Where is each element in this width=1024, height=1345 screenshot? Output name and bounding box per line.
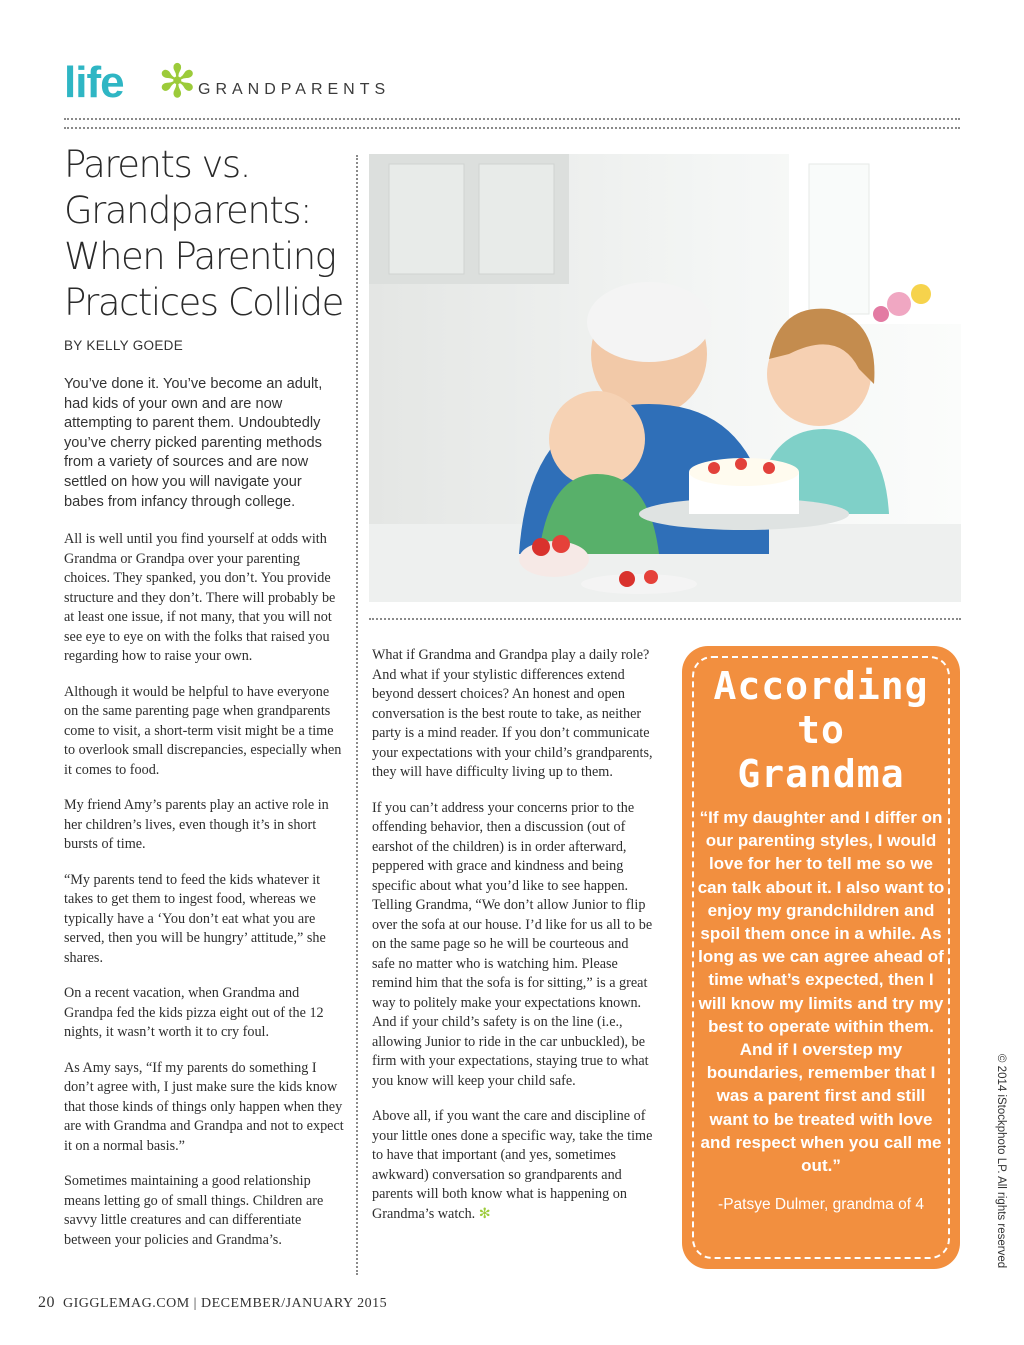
footer-text: GIGGLEMAG.COM | DECEMBER/JANUARY 2015	[63, 1296, 388, 1311]
sidebar-quote: “If my daughter and I differ on our parenting styles, I would love for her to tell me so we can talk about it. I also want to enjoy my grandchildren and spoil them once in a while. As long as we can agree ahead of time what’s expected, then I will know my limits and try my best to operate within them. And if I overstep my boundaries, remember that I was a parent first and still want to be treated with love and respect when you call me out.”	[697, 808, 945, 1176]
sidebar-title-line: to	[797, 708, 845, 752]
body-paragraph: “My parents tend to feed the kids whatever it takes to get them to ingest food, whereas we typically have a ‘You don’t eat what you are served, then you will be hungry’ attitude,” she shares.	[64, 871, 326, 966]
photo-credit	[993, 1054, 1007, 1269]
end-mark-icon: ✻	[478, 1205, 491, 1222]
page-footer	[38, 1294, 387, 1312]
page-number: 20	[38, 1294, 55, 1311]
grandma-quote-sidebar	[682, 646, 960, 1269]
middle-column-body	[372, 646, 654, 1240]
body-paragraph: As Amy says, “If my parents do something I don’t agree with, I just make sure the kids know that those kinds of things only happen when they are with Grandma and Grandpa and not to expect it on a normal basis.”	[64, 1059, 344, 1154]
left-column-body	[64, 530, 344, 1266]
section-header	[64, 56, 964, 112]
body-paragraph: My friend Amy’s parents play an active role in her children’s lives, even though it’s in short bursts of time.	[64, 797, 329, 852]
title-line: Parents vs.	[64, 143, 250, 186]
header-divider	[64, 118, 960, 120]
last-paragraph-text: Above all, if you want the care and discipline of your little ones done a specific way, take the time to have that important (and yes, sometimes awkward) conversation so grandparents and parents will both know what is happening on Grandma’s watch.	[372, 1108, 653, 1222]
body-paragraph: All is well until you find yourself at odds with Grandma or Grandpa over your parenting choices. They spanked, you don’t. You provide structure and they don’t. There will probably be at least one issue, if not many, that you will not see eye to eye on with the folks that raised you regarding how to raise your own.	[64, 531, 336, 664]
article-title	[64, 142, 354, 326]
body-paragraph: If you can’t address your concerns prior to the offending behavior, then a discussion (out of earshot of the children) is in order afterward, peppered with grace and kindness and being specific about what you’d like to see happen. Telling Grandma, “We don’t allow Junior to flip over the sofa at our house. I’d like for us all to be on the same page so he will be courteous and safe no matter who is watching him. Please remind him that the sofa is for sitting,” is a great way to politely make your expectations known. And if your child’s safety is on the line (i.e., allowing Junior to ride in the car unbuckled), be firm with your expectations, staying true to what you know will keep your child safe.	[372, 799, 653, 1089]
body-paragraph: On a recent vacation, when Grandma and Grandpa fed the kids pizza eight out of the 12 nights, it wasn’t worth it to cry foul.	[64, 985, 324, 1040]
header-divider	[64, 127, 960, 129]
grandma-with-grandchildren-image	[369, 154, 961, 602]
intro-paragraph: You’ve done it. You’ve become an adult, had kids of your own and are now attempting to parent them. Undoubtedly you’ve cherry picked parenting methods from a variety of sources and are now settled on how you will navigate your babes from infancy through college.	[64, 376, 323, 510]
subsection-label: GRANDPARENTS	[198, 81, 391, 98]
title-line: Practices Collide	[64, 281, 343, 324]
byline: BY KELLY GOEDE	[64, 338, 184, 353]
body-paragraph	[372, 1107, 654, 1224]
body-paragraph: Sometimes maintaining a good relationship means letting go of small things. Children are savvy little creatures and can differentiate between your policies and Grandma’s.	[64, 1173, 324, 1248]
sidebar-title	[682, 664, 960, 796]
sidebar-attribution: -Patsye Dulmer, grandma of 4	[718, 1196, 924, 1213]
asterisk-icon: ✻	[158, 54, 197, 108]
photo-credit-text: © 2014 iStockphoto LP. All rights reserved	[995, 1054, 1007, 1269]
body-paragraph: What if Grandma and Grandpa play a daily role? And what if your stylistic differences extend beyond dessert choices? An honest and open conversation is the best route to take, as neither party is a mind reader. If you don’t communicate your expectations with your child’s grandparents, they will have difficulty living up to them.	[372, 647, 653, 780]
title-line: When Parenting	[64, 235, 336, 278]
photo-divider	[369, 618, 961, 620]
column-divider	[356, 155, 358, 1275]
section-label: life	[64, 58, 124, 107]
sidebar-title-line: According	[713, 664, 929, 708]
article-photo	[369, 154, 961, 602]
sidebar-title-line: Grandma	[737, 752, 905, 796]
title-line: Grandparents:	[64, 189, 312, 232]
body-paragraph: Although it would be helpful to have everyone on the same parenting page when grandparents come to visit, a short-term visit might be a time to overlook small discrepancies, especially when it comes to food.	[64, 683, 342, 778]
